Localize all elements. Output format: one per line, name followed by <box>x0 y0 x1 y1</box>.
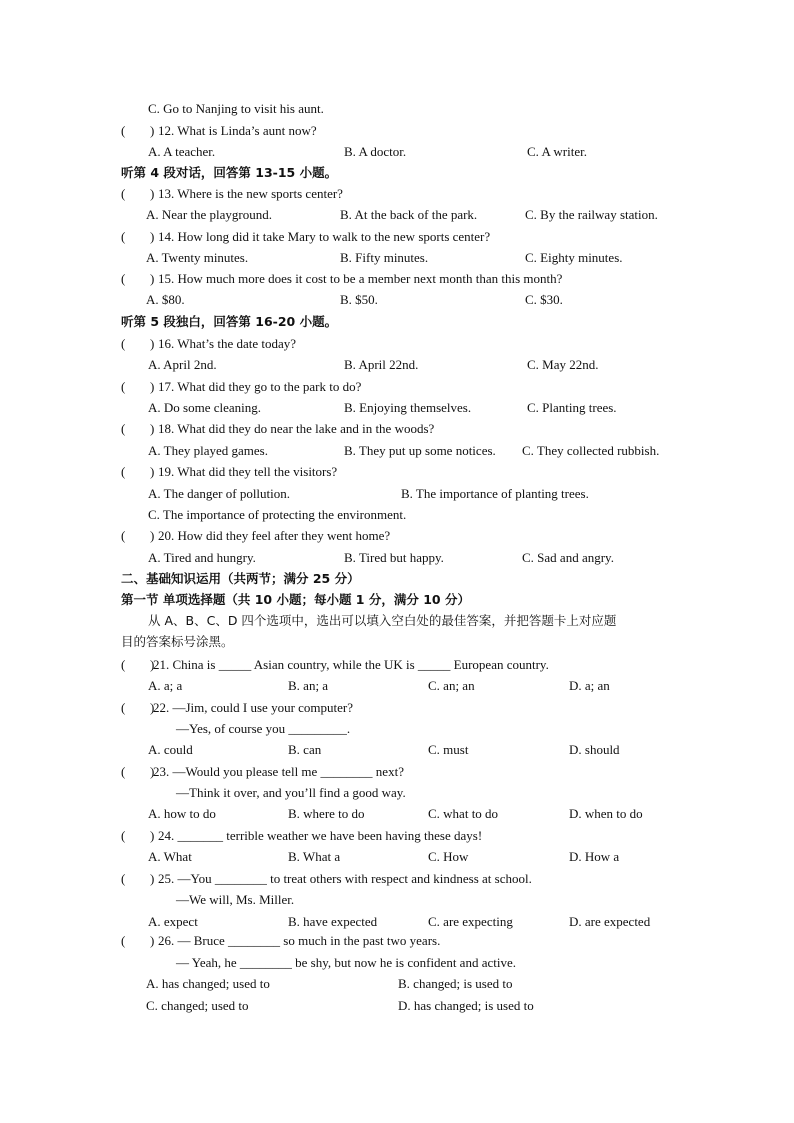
option-b: B. Tired but happy. <box>344 550 444 565</box>
option-c: C. How <box>428 849 469 864</box>
option-c: C. May 22nd. <box>527 357 599 372</box>
option-a: A. could <box>148 742 193 757</box>
option-b: B. Fifty minutes. <box>340 250 429 265</box>
option-b: B. April 22nd. <box>344 357 419 372</box>
option-d: D. has changed; is used to <box>398 998 534 1013</box>
option-b: B. At the back of the park. <box>340 207 478 222</box>
question-text: 14. How long did it take Mary to walk to the new sports center? <box>158 229 491 244</box>
answer-blank <box>121 528 125 544</box>
option-a: A. A teacher. <box>148 144 216 159</box>
option-b: B. an; a <box>288 678 329 693</box>
answer-blank <box>121 271 125 287</box>
option-a: A. What <box>148 849 192 864</box>
option-c: C. They collected rubbish. <box>522 443 660 458</box>
option-a: A. Twenty minutes. <box>146 250 249 265</box>
option-b: B. can <box>288 742 322 757</box>
option-b: B. have expected <box>288 914 378 929</box>
option-c: C. $30. <box>525 292 563 307</box>
option-a: A. Do some cleaning. <box>148 400 262 415</box>
option-b: B. They put up some notices. <box>344 443 496 458</box>
answer-blank <box>121 871 125 887</box>
option-d: D. How a <box>569 849 620 864</box>
question-text: 13. Where is the new sports center? <box>158 186 343 201</box>
option-a: A. Tired and hungry. <box>148 550 256 565</box>
option-a: A. April 2nd. <box>148 357 217 372</box>
section-heading: 听第 5 段独白，回答第 16-20 小题。 <box>121 314 338 329</box>
question-response: —We will, Ms. Miller. <box>176 892 295 907</box>
answer-blank <box>121 657 125 673</box>
option-c: C. A writer. <box>527 144 587 159</box>
question-text: 23. —Would you please tell me ________ next? <box>153 764 404 779</box>
answer-blank <box>121 229 125 245</box>
question-text: 15. How much more does it cost to be a member next month than this month? <box>158 271 563 286</box>
answer-blank <box>121 336 125 352</box>
option-c: C. Go to Nanjing to visit his aunt. <box>148 101 324 116</box>
option-a: A. has changed; used to <box>146 976 270 991</box>
question-text: 25. —You ________ to treat others with respect and kindness at school. <box>158 871 532 886</box>
question-text: 17. What did they go to the park to do? <box>158 379 362 394</box>
option-c: C. changed; used to <box>146 998 249 1013</box>
option-c: C. are expecting <box>428 914 513 929</box>
question-text: 19. What did they tell the visitors? <box>158 464 338 479</box>
answer-blank <box>121 933 125 949</box>
option-b: B. where to do <box>288 806 365 821</box>
section-heading: 听第 4 段对话，回答第 13-15 小题。 <box>121 165 338 180</box>
option-a: A. how to do <box>148 806 216 821</box>
answer-blank <box>121 464 125 480</box>
instruction-line-1: 从 A、B、C、D 四个选项中，选出可以填入空白处的最佳答案，并把答题卡上对应题 <box>148 613 617 628</box>
option-a: A. The danger of pollution. <box>148 486 291 501</box>
answer-blank <box>121 379 125 395</box>
instruction-line-2: 目的答案标号涂黑。 <box>121 634 234 649</box>
option-a: A. expect <box>148 914 198 929</box>
option-a: A. They played games. <box>148 443 268 458</box>
option-a: A. a; a <box>148 678 183 693</box>
answer-blank <box>121 186 125 202</box>
answer-blank <box>121 764 125 780</box>
option-a: A. $80. <box>146 292 185 307</box>
option-c: C. what to do <box>428 806 499 821</box>
option-c: C. must <box>428 742 469 757</box>
answer-blank <box>121 700 125 716</box>
question-text: 16. What’s the date today? <box>158 336 297 351</box>
question-text: 20. How did they feel after they went home? <box>158 528 391 543</box>
option-d: D. when to do <box>569 806 643 821</box>
question-text: 24. _______ terrible weather we have been having these days! <box>158 828 483 843</box>
question-response: —Think it over, and you’ll find a good way. <box>176 785 406 800</box>
option-b: B. $50. <box>340 292 378 307</box>
option-d: D. a; an <box>569 678 610 693</box>
answer-blank <box>121 123 125 139</box>
question-response: —Yes, of course you _________. <box>176 721 351 736</box>
question-text: 18. What did they do near the lake and in the woods? <box>158 421 435 436</box>
question-text: 21. China is _____ Asian country, while the UK is _____ European country. <box>153 657 549 672</box>
option-c: C. Sad and angry. <box>522 550 614 565</box>
option-c: C. Planting trees. <box>527 400 617 415</box>
section-heading: 第一节 单项选择题（共 10 小题；每小题 1 分，满分 10 分） <box>121 592 470 607</box>
option-a: A. Near the playground. <box>146 207 272 222</box>
option-c: C. The importance of protecting the environment. <box>148 507 407 522</box>
option-d: D. are expected <box>569 914 651 929</box>
question-text: 12. What is Linda’s aunt now? <box>158 123 317 138</box>
option-c: C. Eighty minutes. <box>525 250 623 265</box>
option-c: C. an; an <box>428 678 475 693</box>
option-b: B. Enjoying themselves. <box>344 400 472 415</box>
option-b: B. The importance of planting trees. <box>401 486 589 501</box>
option-c: C. By the railway station. <box>525 207 658 222</box>
option-b: B. changed; is used to <box>398 976 513 991</box>
question-text: 26. — Bruce ________ so much in the past two years. <box>158 933 441 948</box>
answer-blank <box>121 421 125 437</box>
option-d: D. should <box>569 742 620 757</box>
part-heading: 二、基础知识运用（共两节；满分 25 分） <box>121 571 360 586</box>
option-b: B. A doctor. <box>344 144 407 159</box>
option-b: B. What a <box>288 849 341 864</box>
answer-blank <box>121 828 125 844</box>
question-response: — Yeah, he ________ be shy, but now he is confident and active. <box>176 955 516 970</box>
question-text: 22. —Jim, could I use your computer? <box>153 700 354 715</box>
